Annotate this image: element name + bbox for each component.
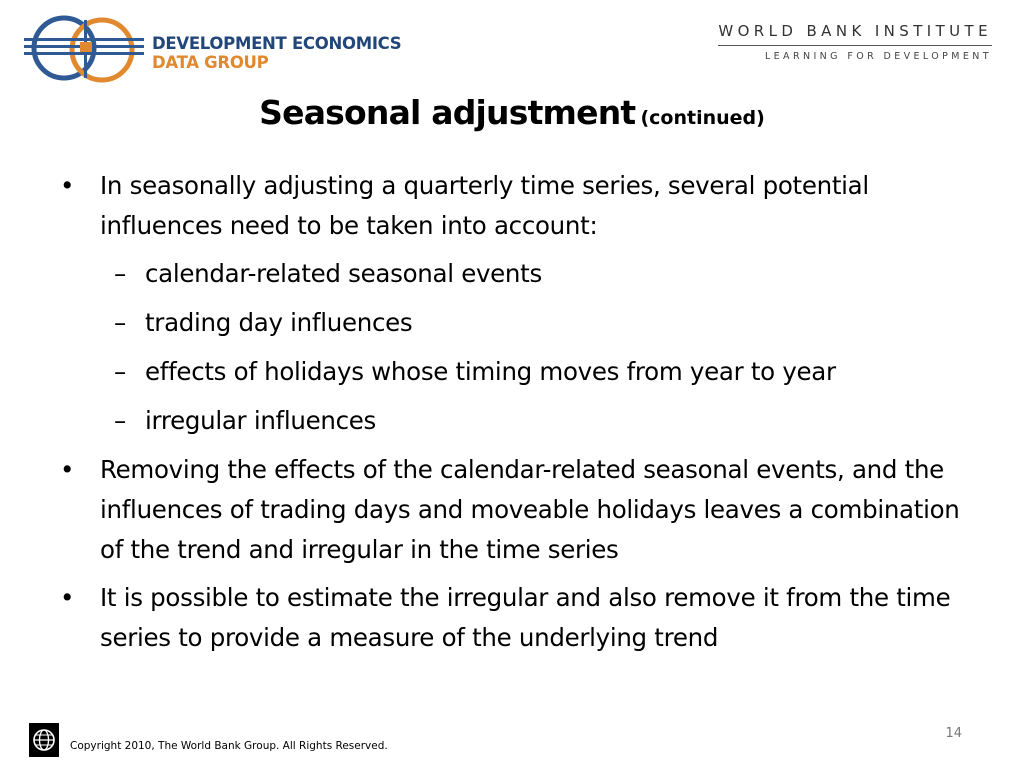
- dash-marker: –: [114, 357, 126, 386]
- bullet-text: It is possible to estimate the irregular and also remove it from the time series to provide a measure of the underlying trend: [100, 583, 951, 652]
- institute-subtitle: LEARNING FOR DEVELOPMENT: [764, 51, 992, 62]
- logo-line-2: DATA GROUP: [152, 53, 269, 72]
- bullet-text: In seasonally adjusting a quarterly time series, several potential influences need to be taken into account:: [100, 171, 869, 240]
- bullet-marker: •: [60, 171, 75, 200]
- title-suffix: (continued): [640, 107, 765, 129]
- bullet-item: [60, 578, 965, 658]
- sub-bullet-text: effects of holidays whose timing moves from year to year: [145, 357, 836, 386]
- page-number: 14: [945, 726, 962, 741]
- slide-title: [0, 93, 1024, 132]
- sub-bullet-item: [60, 352, 965, 392]
- world-bank-institute-mark: [718, 22, 992, 62]
- globe-rings-icon: [22, 12, 150, 84]
- institute-title: WORLD BANK INSTITUTE: [718, 22, 992, 46]
- dash-marker: –: [114, 259, 126, 288]
- bullet-item: [60, 166, 965, 246]
- slide-body: [60, 166, 965, 666]
- sub-bullet-text: trading day influences: [145, 308, 413, 337]
- degroup-logo: [22, 12, 402, 84]
- dash-marker: –: [114, 406, 126, 435]
- sub-bullet-item: [60, 401, 965, 441]
- logo-wordmark: [152, 34, 401, 72]
- bullet-item: [60, 450, 965, 570]
- copyright-notice: Copyright 2010, The World Bank Group. All Rights Reserved.: [70, 740, 388, 752]
- sub-bullet-text: irregular influences: [145, 406, 377, 435]
- bullet-text: Removing the effects of the calendar-related seasonal events, and the influences of trading days and moveable holidays leaves a combination of the trend and irregular in the time series: [100, 455, 960, 564]
- title-main: Seasonal adjustment: [259, 93, 636, 132]
- bullet-marker: •: [60, 583, 75, 612]
- sub-bullet-text: calendar-related seasonal events: [145, 259, 542, 288]
- dash-marker: –: [114, 308, 126, 337]
- sub-bullet-item: [60, 254, 965, 294]
- bullet-marker: •: [60, 455, 75, 484]
- world-bank-globe-icon: [29, 723, 59, 757]
- logo-line-1: DEVELOPMENT ECONOMICS: [152, 34, 402, 53]
- sub-bullet-item: [60, 303, 965, 343]
